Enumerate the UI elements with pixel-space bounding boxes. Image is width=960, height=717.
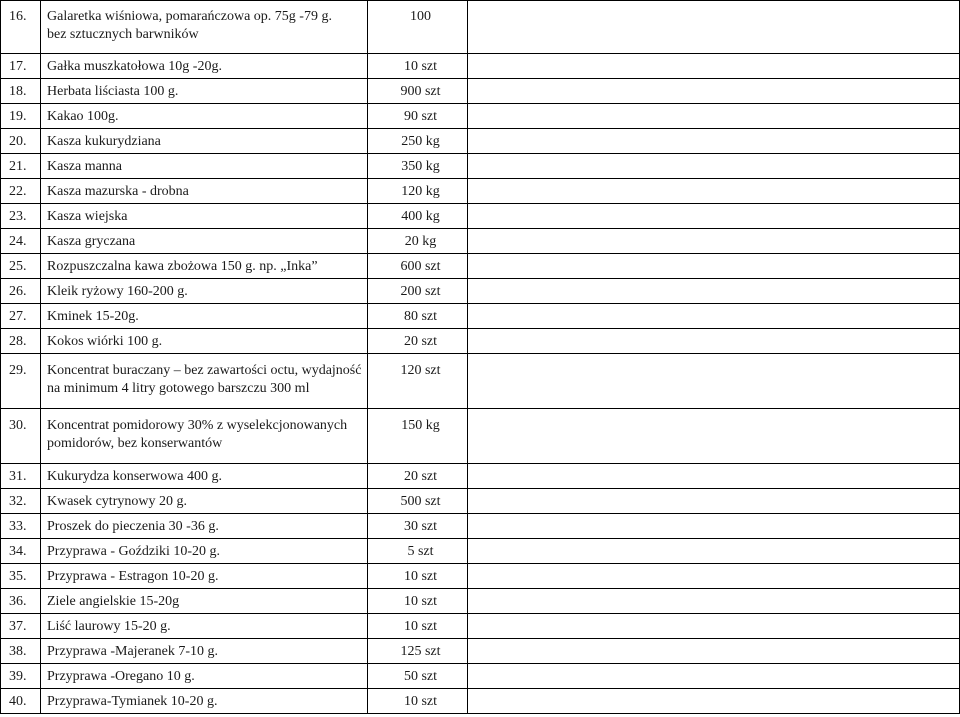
empty-cell bbox=[468, 409, 960, 464]
product-name-cell bbox=[41, 354, 368, 409]
quantity-cell bbox=[368, 279, 468, 304]
product-name-cell bbox=[41, 329, 368, 354]
row-number-cell bbox=[1, 464, 41, 489]
empty-cell bbox=[468, 179, 960, 204]
row-number: 16. bbox=[9, 9, 27, 24]
quantity-cell bbox=[368, 639, 468, 664]
quantity-value: 350 kg bbox=[401, 159, 440, 174]
product-name-line: Przyprawa - Estragon 10-20 g. bbox=[47, 569, 219, 584]
product-name-line: pomidorów, bez konserwantów bbox=[47, 436, 223, 451]
quantity-value: 200 szt bbox=[400, 284, 441, 299]
product-name-line: Liść laurowy 15-20 g. bbox=[47, 619, 171, 634]
row-number-cell bbox=[1, 304, 41, 329]
quantity-value: 400 kg bbox=[401, 209, 440, 224]
product-name-line: Kwasek cytrynowy 20 g. bbox=[47, 494, 187, 509]
table-row bbox=[1, 614, 960, 639]
empty-cell bbox=[468, 204, 960, 229]
row-number: 29. bbox=[9, 363, 27, 378]
quantity-value: 10 szt bbox=[403, 569, 438, 584]
table-row bbox=[1, 409, 960, 464]
product-name-cell bbox=[41, 204, 368, 229]
row-number-cell bbox=[1, 539, 41, 564]
quantity-value: 500 szt bbox=[400, 494, 441, 509]
product-name-line: Kokos wiórki 100 g. bbox=[47, 334, 163, 349]
row-number-cell bbox=[1, 329, 41, 354]
quantity-value: 120 szt bbox=[400, 363, 441, 378]
empty-cell bbox=[468, 464, 960, 489]
row-number-cell bbox=[1, 179, 41, 204]
product-name-line: Proszek do pieczenia 30 -36 g. bbox=[47, 519, 219, 534]
product-name-line: Kukurydza konserwowa 400 g. bbox=[47, 469, 222, 484]
row-number: 22. bbox=[9, 184, 27, 199]
product-name-line: Przyprawa -Majeranek 7-10 g. bbox=[47, 644, 219, 659]
quantity-value: 10 szt bbox=[403, 694, 438, 709]
row-number: 28. bbox=[9, 334, 27, 349]
row-number: 39. bbox=[9, 669, 27, 684]
row-number-cell bbox=[1, 409, 41, 464]
empty-cell bbox=[468, 129, 960, 154]
table-row bbox=[1, 664, 960, 689]
product-name-cell bbox=[41, 154, 368, 179]
empty-cell bbox=[468, 689, 960, 714]
empty-cell bbox=[468, 254, 960, 279]
row-number: 37. bbox=[9, 619, 27, 634]
table-row bbox=[1, 329, 960, 354]
quantity-cell bbox=[368, 329, 468, 354]
product-name-cell bbox=[41, 104, 368, 129]
quantity-value: 20 szt bbox=[403, 334, 438, 349]
table-row bbox=[1, 279, 960, 304]
quantity-cell bbox=[368, 229, 468, 254]
table-row bbox=[1, 54, 960, 79]
empty-cell bbox=[468, 229, 960, 254]
row-number: 25. bbox=[9, 259, 27, 274]
row-number-cell bbox=[1, 514, 41, 539]
quantity-cell bbox=[368, 104, 468, 129]
product-name-cell bbox=[41, 279, 368, 304]
quantity-cell bbox=[368, 154, 468, 179]
quantity-cell bbox=[368, 514, 468, 539]
product-name-line: Kasza gryczana bbox=[47, 234, 136, 249]
quantity-cell bbox=[368, 179, 468, 204]
quantity-value: 90 szt bbox=[403, 109, 438, 124]
product-name-cell bbox=[41, 304, 368, 329]
quantity-cell bbox=[368, 589, 468, 614]
quantity-cell bbox=[368, 614, 468, 639]
table-row bbox=[1, 489, 960, 514]
product-name-line: Gałka muszkatołowa 10g -20g. bbox=[47, 59, 222, 74]
row-number-cell bbox=[1, 689, 41, 714]
quantity-cell bbox=[368, 409, 468, 464]
quantity-value: 20 kg bbox=[404, 234, 437, 249]
row-number: 32. bbox=[9, 494, 27, 509]
row-number-cell bbox=[1, 204, 41, 229]
product-name-cell bbox=[41, 489, 368, 514]
product-name-cell bbox=[41, 639, 368, 664]
quantity-cell bbox=[368, 664, 468, 689]
product-name-line: Galaretka wiśniowa, pomarańczowa op. 75g -79 g. bbox=[47, 9, 332, 24]
row-number-cell bbox=[1, 564, 41, 589]
row-number-cell bbox=[1, 129, 41, 154]
product-name-line: Przyprawa - Goździki 10-20 g. bbox=[47, 544, 221, 559]
row-number: 17. bbox=[9, 59, 27, 74]
empty-cell bbox=[468, 54, 960, 79]
quantity-value: 150 kg bbox=[401, 418, 440, 433]
empty-cell bbox=[468, 154, 960, 179]
row-number: 21. bbox=[9, 159, 27, 174]
quantity-cell bbox=[368, 689, 468, 714]
quantity-cell bbox=[368, 54, 468, 79]
quantity-value: 125 szt bbox=[400, 644, 441, 659]
row-number: 26. bbox=[9, 284, 27, 299]
table-row bbox=[1, 254, 960, 279]
product-name-cell bbox=[41, 539, 368, 564]
product-name-line: Ziele angielskie 15-20g bbox=[47, 594, 180, 609]
quantity-value: 120 kg bbox=[401, 184, 440, 199]
row-number-cell bbox=[1, 639, 41, 664]
product-name-line: bez sztucznych barwników bbox=[47, 27, 199, 42]
row-number: 31. bbox=[9, 469, 27, 484]
row-number: 40. bbox=[9, 694, 27, 709]
table-row bbox=[1, 304, 960, 329]
table-row bbox=[1, 589, 960, 614]
empty-cell bbox=[468, 514, 960, 539]
product-name-cell bbox=[41, 664, 368, 689]
quantity-value: 600 szt bbox=[400, 259, 441, 274]
row-number-cell bbox=[1, 79, 41, 104]
quantity-cell bbox=[368, 304, 468, 329]
empty-cell bbox=[468, 539, 960, 564]
quantity-value: 30 szt bbox=[403, 519, 438, 534]
row-number-cell bbox=[1, 279, 41, 304]
quantity-value: 100 bbox=[410, 9, 431, 24]
row-number-cell bbox=[1, 54, 41, 79]
product-name-cell bbox=[41, 79, 368, 104]
product-name-cell bbox=[41, 464, 368, 489]
table-row bbox=[1, 639, 960, 664]
product-name-line: Kakao 100g. bbox=[47, 109, 119, 124]
row-number-cell bbox=[1, 589, 41, 614]
quantity-value: 10 szt bbox=[403, 619, 438, 634]
product-name-cell bbox=[41, 254, 368, 279]
row-number: 36. bbox=[9, 594, 27, 609]
product-name-line: na minimum 4 litry gotowego barszczu 300 ml bbox=[47, 381, 310, 396]
product-name-cell bbox=[41, 689, 368, 714]
product-name-cell bbox=[41, 514, 368, 539]
quantity-value: 10 szt bbox=[403, 594, 438, 609]
table-row bbox=[1, 229, 960, 254]
product-table-body bbox=[1, 1, 960, 714]
product-name-cell bbox=[41, 229, 368, 254]
quantity-value: 10 szt bbox=[403, 59, 438, 74]
product-name-line: Kasza wiejska bbox=[47, 209, 128, 224]
empty-cell bbox=[468, 329, 960, 354]
row-number-cell bbox=[1, 154, 41, 179]
table-row bbox=[1, 104, 960, 129]
row-number: 35. bbox=[9, 569, 27, 584]
table-row bbox=[1, 539, 960, 564]
product-name-cell bbox=[41, 129, 368, 154]
empty-cell bbox=[468, 279, 960, 304]
product-name-cell bbox=[41, 179, 368, 204]
product-name-cell bbox=[41, 589, 368, 614]
table-row bbox=[1, 564, 960, 589]
row-number-cell bbox=[1, 229, 41, 254]
quantity-value: 5 szt bbox=[407, 544, 434, 559]
empty-cell bbox=[468, 564, 960, 589]
empty-cell bbox=[468, 304, 960, 329]
quantity-value: 80 szt bbox=[403, 309, 438, 324]
empty-cell bbox=[468, 639, 960, 664]
product-name-cell bbox=[41, 614, 368, 639]
quantity-cell bbox=[368, 254, 468, 279]
product-name-line: Kasza mazurska - drobna bbox=[47, 184, 189, 199]
product-name-cell bbox=[41, 54, 368, 79]
table-row bbox=[1, 204, 960, 229]
quantity-cell bbox=[368, 564, 468, 589]
row-number: 19. bbox=[9, 109, 27, 124]
empty-cell bbox=[468, 354, 960, 409]
row-number-cell bbox=[1, 254, 41, 279]
product-name-cell bbox=[41, 1, 368, 54]
row-number: 38. bbox=[9, 644, 27, 659]
table-row bbox=[1, 689, 960, 714]
row-number: 30. bbox=[9, 418, 27, 433]
empty-cell bbox=[468, 1, 960, 54]
table-row bbox=[1, 129, 960, 154]
row-number: 24. bbox=[9, 234, 27, 249]
product-name-cell bbox=[41, 564, 368, 589]
quantity-cell bbox=[368, 354, 468, 409]
quantity-cell bbox=[368, 204, 468, 229]
row-number-cell bbox=[1, 104, 41, 129]
table-row bbox=[1, 179, 960, 204]
row-number: 34. bbox=[9, 544, 27, 559]
row-number-cell bbox=[1, 489, 41, 514]
product-name-line: Przyprawa-Tymianek 10-20 g. bbox=[47, 694, 218, 709]
table-row bbox=[1, 154, 960, 179]
product-name-line: Przyprawa -Oregano 10 g. bbox=[47, 669, 195, 684]
empty-cell bbox=[468, 104, 960, 129]
row-number: 33. bbox=[9, 519, 27, 534]
row-number-cell bbox=[1, 1, 41, 54]
row-number-cell bbox=[1, 614, 41, 639]
row-number-cell bbox=[1, 354, 41, 409]
quantity-value: 20 szt bbox=[403, 469, 438, 484]
empty-cell bbox=[468, 614, 960, 639]
quantity-value: 900 szt bbox=[400, 84, 441, 99]
row-number: 27. bbox=[9, 309, 27, 324]
empty-cell bbox=[468, 79, 960, 104]
table-row bbox=[1, 354, 960, 409]
table-row bbox=[1, 514, 960, 539]
empty-cell bbox=[468, 589, 960, 614]
product-name-line: Koncentrat pomidorowy 30% z wyselekcjonowanych bbox=[47, 418, 348, 433]
product-name-line: Koncentrat buraczany – bez zawartości octu, wydajność bbox=[47, 363, 362, 378]
product-name-cell bbox=[41, 409, 368, 464]
quantity-value: 250 kg bbox=[401, 134, 440, 149]
row-number: 23. bbox=[9, 209, 27, 224]
quantity-cell bbox=[368, 464, 468, 489]
quantity-cell bbox=[368, 129, 468, 154]
product-name-line: Herbata liściasta 100 g. bbox=[47, 84, 179, 99]
product-name-line: Kasza kukurydziana bbox=[47, 134, 161, 149]
empty-cell bbox=[468, 664, 960, 689]
quantity-cell bbox=[368, 1, 468, 54]
quantity-cell bbox=[368, 489, 468, 514]
row-number-cell bbox=[1, 664, 41, 689]
quantity-cell bbox=[368, 79, 468, 104]
product-name-line: Kminek 15-20g. bbox=[47, 309, 139, 324]
table-row bbox=[1, 79, 960, 104]
table-row bbox=[1, 1, 960, 54]
product-name-line: Kleik ryżowy 160-200 g. bbox=[47, 284, 188, 299]
row-number: 20. bbox=[9, 134, 27, 149]
product-name-line: Rozpuszczalna kawa zbożowa 150 g. np. „Inka” bbox=[47, 259, 318, 274]
empty-cell bbox=[468, 489, 960, 514]
row-number: 18. bbox=[9, 84, 27, 99]
quantity-cell bbox=[368, 539, 468, 564]
table-row bbox=[1, 464, 960, 489]
product-name-line: Kasza manna bbox=[47, 159, 123, 174]
quantity-value: 50 szt bbox=[403, 669, 438, 684]
